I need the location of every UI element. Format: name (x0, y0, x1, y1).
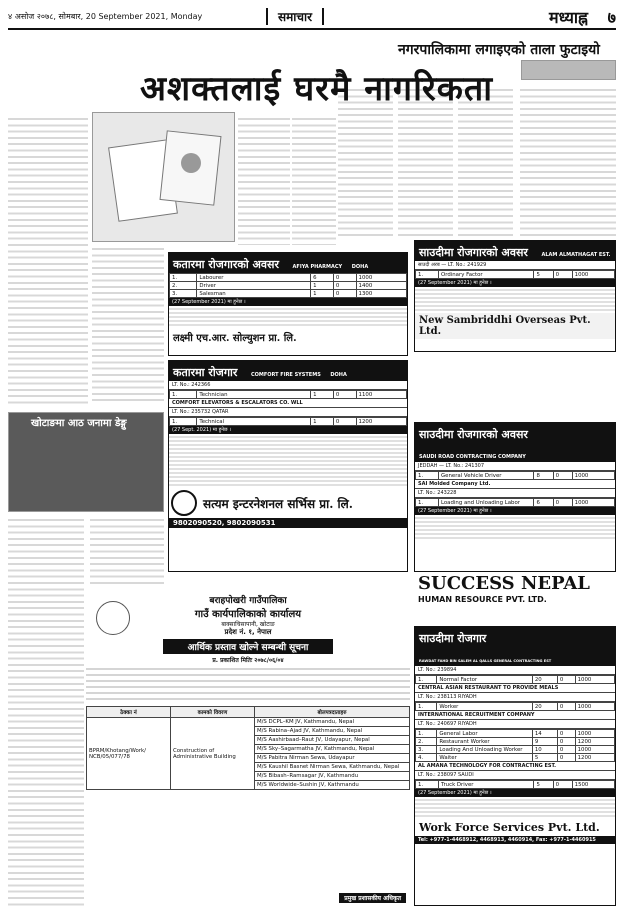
job-female: 0 (557, 738, 575, 746)
article-left-col3 (292, 115, 336, 245)
job-no: 2. (416, 738, 437, 746)
job-salary: 1300 (356, 290, 406, 298)
ad2-city2: QATAR (212, 409, 229, 415)
job-salary: 1100 (356, 391, 406, 399)
ad-saudi-road (414, 422, 616, 572)
job-salary: 1000 (575, 746, 614, 754)
job-female: 0 (333, 282, 356, 290)
ad2-lt2-text: LT. No.: 235732 (172, 409, 211, 415)
job-no: 1. (416, 781, 439, 789)
ad2-title: कतारमा रोजगार (173, 366, 238, 379)
job-post: Normal Factor (437, 676, 533, 684)
ad3-city: साउदी अरब (418, 262, 440, 268)
job-row (416, 746, 615, 754)
ad5-lt4-text: LT. No.: 238097 (418, 772, 457, 778)
job-male: 8 (534, 472, 553, 480)
ad1-agency: लक्ष्मी एच.आर. सोल्युशन प्रा. लि. (173, 333, 297, 344)
ad5-city2: RIYADH (458, 694, 477, 700)
lock-photo (521, 60, 616, 80)
article-left-headline: अशक्तलाई घरमै नागरिकता (140, 69, 494, 109)
job-row (170, 418, 407, 426)
ad2-logo (171, 490, 197, 516)
notice-col-bidders: बोलपत्रदाताहरु (254, 707, 409, 718)
job-female: 0 (333, 391, 356, 399)
public-notice (86, 593, 410, 903)
ad5-lt4 (415, 771, 615, 780)
job-row (416, 703, 615, 711)
notice-emblem (96, 601, 130, 635)
ad-success-nepal (414, 574, 616, 618)
article-right-col3 (520, 86, 616, 236)
job-female: 0 (557, 730, 575, 738)
job-row (170, 282, 407, 290)
job-female: 0 (557, 746, 575, 754)
issue-date: ४ असोज २०७८, सोमबार, 20 September 2021, Monday (8, 12, 203, 21)
ad3-company: ALAM ALMATHAGAT EST. (541, 252, 611, 258)
job-no: 1. (416, 703, 437, 711)
job-salary: 1000 (575, 676, 614, 684)
ad4-agency: SUCCESS NEPAL (418, 574, 590, 594)
ad1-company: AFIYA PHARMACY (292, 264, 343, 270)
job-female: 0 (553, 499, 572, 507)
job-post: General Labor (437, 730, 533, 738)
job-salary: 1000 (575, 703, 614, 711)
ad2-lt2 (169, 408, 407, 417)
job-male: 6 (311, 274, 334, 282)
citizenship-illustration (92, 112, 235, 242)
ad5-lt2-text: LT. No.: 238113 (418, 694, 457, 700)
ad5-lt3 (415, 720, 615, 729)
job-male: 9 (532, 738, 557, 746)
notice-signature: प्रमुख प्रशासकीय अधिकृत (339, 893, 406, 903)
notice-work: Construction of Administrative Building (170, 718, 254, 790)
ad5-title: साउदीमा रोजगार (419, 632, 487, 645)
job-female: 0 (333, 418, 356, 426)
job-salary: 1000 (572, 472, 614, 480)
article-left-col1 (8, 115, 88, 405)
job-salary: 1200 (356, 418, 406, 426)
job-salary: 1000 (572, 271, 614, 279)
job-male: 1 (311, 282, 334, 290)
ad5-company2: CENTRAL ASIAN RESTAURANT TO PROVIDE MEALS (415, 684, 615, 693)
job-no: 1. (416, 730, 437, 738)
ad2-phone: 9802090520, 9802090531 (169, 518, 407, 528)
ad1-details (169, 306, 407, 328)
job-salary: 1000 (572, 499, 614, 507)
job-row (416, 781, 615, 789)
job-post: Loading and Unloading Labor (438, 499, 534, 507)
job-row (170, 391, 407, 399)
ad-qatar-afiya (168, 252, 408, 356)
ad2-table (169, 390, 407, 399)
job-row (416, 271, 615, 279)
ad4-details (415, 515, 615, 539)
ad5-lt2 (415, 693, 615, 702)
job-no: 1. (416, 472, 439, 480)
ad4-company2: SAI Molded Company Ltd. (415, 480, 615, 489)
job-post: Loading And Unloading Worker (437, 746, 533, 754)
job-row (416, 472, 615, 480)
ad5-table (415, 675, 615, 684)
job-male: 1 (311, 290, 334, 298)
ad4-lt: JEDDAH — LT. No.: 241307 (415, 462, 615, 471)
ad4-table2 (415, 498, 615, 507)
ad3-title: साउदीमा रोजगारको अवसर (419, 246, 528, 259)
ad3-lt-text: LT. No.: 241929 (447, 262, 487, 268)
ad4-table (415, 471, 615, 480)
ad5-lt3-text: LT. No.: 240697 (418, 721, 457, 727)
notice-org1: बराहपोखरी गाउँपालिका (209, 596, 287, 606)
ad3-details (415, 287, 615, 313)
job-salary: 1500 (572, 781, 614, 789)
job-male: 1 (311, 418, 334, 426)
ad2-lt: LT. No.: 242366 (169, 381, 407, 390)
dengue-caption: खोटाङमा आठ जनामा डेङ्गु (31, 418, 127, 429)
ad1-table (169, 273, 407, 298)
ad5-city3: RIYADH (458, 721, 477, 727)
job-no: 1. (170, 274, 197, 282)
job-row (170, 274, 407, 282)
job-male: 20 (532, 703, 557, 711)
dengue-photo (8, 412, 164, 512)
ad1-notice: (27 September 2021) मा हुनेछ । (169, 298, 407, 306)
ad4-company: SAUDI ROAD CONTRACTING COMPANY (419, 454, 526, 460)
job-post: General Vehicle Driver (438, 472, 534, 480)
notice-bidder: M/S Kaushil Basnet Nirman Sewa, Kathmandu, Nepal (254, 763, 409, 772)
job-no: 3. (170, 290, 197, 298)
job-salary: 1000 (575, 730, 614, 738)
job-female: 0 (553, 472, 572, 480)
ad5-details (415, 797, 615, 819)
job-no: 1. (416, 676, 437, 684)
notice-col-contract: ठेक्का नं (87, 707, 171, 718)
notice-address: बाक्साचिसापानी, खोटाङ (221, 621, 275, 628)
job-no: 2. (170, 282, 197, 290)
article-left-col4 (92, 245, 164, 405)
job-post: Labourer (197, 274, 311, 282)
ad2-company2: COMFORT ELEVATORS & ESCALATORS CO. WLL (169, 399, 407, 408)
job-post: Worker (437, 703, 533, 711)
job-no: 1. (170, 418, 197, 426)
job-post: Restaurant Worker (437, 738, 533, 746)
job-no: 1. (170, 391, 197, 399)
ad4-notice: (27 September 2021) मा हुनेछ । (415, 507, 615, 515)
ad-qatar-comfort (168, 360, 408, 572)
ad1-city: DOHA (351, 264, 369, 270)
ad3-lt: साउदी अरब — LT. No.: 241929 (415, 261, 615, 270)
job-post: Truck Driver (438, 781, 534, 789)
job-female: 0 (553, 781, 572, 789)
paper-name: मध्याह्न (549, 8, 588, 27)
ad5-notice: (27 September 2021) मा हुनेछ । (415, 789, 615, 797)
dengue-col2 (90, 516, 164, 588)
ad4-lt-text: LT. No.: 241307 (445, 463, 485, 469)
job-salary: 1000 (356, 274, 406, 282)
job-no: 3. (416, 746, 437, 754)
article-right-headline: नगरपालिकामा लगाइएको ताला फुटाइयो (398, 42, 600, 58)
ad1-title: कतारमा रोजगारको अवसर (173, 258, 279, 271)
ad4-city: JEDDAH (418, 463, 438, 469)
ad2-notice: (27 Sept. 2021) मा हुनेछ । (169, 426, 407, 434)
job-male: 14 (532, 730, 557, 738)
notice-date: प्र. प्रकाशित मितिः २०७८/०६/०४ (212, 657, 284, 664)
job-salary: 1400 (356, 282, 406, 290)
notice-table (86, 706, 410, 790)
page-number: ७ (607, 8, 616, 27)
ad5-table4 (415, 780, 615, 789)
job-row (416, 499, 615, 507)
ad5-table3 (415, 729, 615, 762)
ad2-table2 (169, 417, 407, 426)
job-male: 5 (534, 271, 553, 279)
job-row (416, 676, 615, 684)
ad5-agency: Work Force Services Pvt. Ltd. (419, 821, 600, 834)
job-salary: 1200 (575, 738, 614, 746)
job-post: Salesman (197, 290, 311, 298)
notice-bidder: M/S Bibash–Ramsagar JV, Kathmandu (254, 772, 409, 781)
ad5-phone: Tel: +977-1-4468912, 4468913, 4460914, Fax: +977-1-4460915 (415, 836, 615, 844)
notice-body (86, 666, 410, 704)
notice-bidder: M/S Pabitra Nirman Sewa, Udayapur (254, 754, 409, 763)
job-no: 1. (416, 271, 439, 279)
job-female: 0 (333, 274, 356, 282)
page-header (8, 8, 616, 30)
job-male: 5 (532, 754, 557, 762)
notice-bidder: M/S DCPL–KM JV, Kathmandu, Nepal (254, 718, 409, 727)
job-row (170, 290, 407, 298)
job-male: 10 (532, 746, 557, 754)
job-male: 20 (532, 676, 557, 684)
job-post: Technical (197, 418, 311, 426)
job-row (416, 754, 615, 762)
job-post: Ordinary Factor (438, 271, 534, 279)
job-male: 6 (534, 499, 553, 507)
section-label: समाचार (266, 8, 324, 25)
job-post: Waiter (437, 754, 533, 762)
notice-contract-no: BPRM/Khotang/Work/ NCB/05/077/78 (87, 718, 171, 790)
job-no: 1. (416, 499, 439, 507)
job-post: Technician (197, 391, 311, 399)
notice-province: प्रदेश नं. १, नेपाल (224, 628, 272, 636)
notice-bidder: M/S Aashirbaad–Raut JV, Udayapur, Nepal (254, 736, 409, 745)
ad5-city4: SAUDI (458, 772, 474, 778)
ad5-company4: AL AMANA TECHNOLOGY FOR CONTRACTING EST. (415, 762, 615, 771)
ad-saudi-workforce (414, 626, 616, 906)
notice-bidder: M/S Worldwide–Sushin JV, Kathmandu (254, 781, 409, 790)
ad5-lt: LT. No.: 239894 (415, 666, 615, 675)
ad2-details (169, 434, 407, 488)
job-male: 1 (311, 391, 334, 399)
job-male: 5 (534, 781, 553, 789)
ad4-title: साउदीमा रोजगारको अवसर (419, 428, 528, 441)
notice-col-work: कामको विवरण (170, 707, 254, 718)
job-female: 0 (557, 676, 575, 684)
notice-row (87, 718, 410, 727)
dengue-col1 (8, 516, 84, 906)
job-female: 0 (557, 703, 575, 711)
job-no: 4. (416, 754, 437, 762)
ad-saudi-alam (414, 240, 616, 352)
job-post: Driver (197, 282, 311, 290)
job-female: 0 (553, 271, 572, 279)
ad3-agency: New Sambriddhi Overseas Pvt. Ltd. (415, 313, 615, 339)
job-row (416, 730, 615, 738)
job-row (416, 738, 615, 746)
article-left-col2 (238, 115, 290, 245)
ad5-company: RAWDAT FAHD BIN SALEM AL QALLS GENERAL CONTRACTING EST (419, 659, 552, 663)
ad4-agency-sub: HUMAN RESOURCE PVT. LTD. (418, 595, 547, 604)
ad2-city: DOHA (330, 372, 347, 378)
ad2-company: COMFORT FIRE SYSTEMS (250, 372, 321, 378)
notice-bidder: M/S Rabina–Ajad JV, Kathmandu, Nepal (254, 727, 409, 736)
job-female: 0 (557, 754, 575, 762)
ad5-table2 (415, 702, 615, 711)
notice-bidder: M/S Sky–Sagarmatha JV, Kathmandu, Nepal (254, 745, 409, 754)
notice-org2: गाउँ कार्यपालिकाको कार्यालय (194, 609, 302, 620)
ad3-notice: (27 September 2021) मा हुनेछ । (415, 279, 615, 287)
ad5-company3: INTERNATIONAL RECRUITMENT COMPANY (415, 711, 615, 720)
ad4-lt2: LT. No.: 243228 (415, 489, 615, 498)
notice-title: आर्थिक प्रस्ताव खोल्ने सम्बन्धी सूचना (163, 639, 333, 654)
ad2-agency: सत्यम इन्टरनेशनल सर्भिस प्रा. लि. (203, 496, 353, 511)
job-salary: 1200 (575, 754, 614, 762)
ad3-table (415, 270, 615, 279)
job-female: 0 (333, 290, 356, 298)
